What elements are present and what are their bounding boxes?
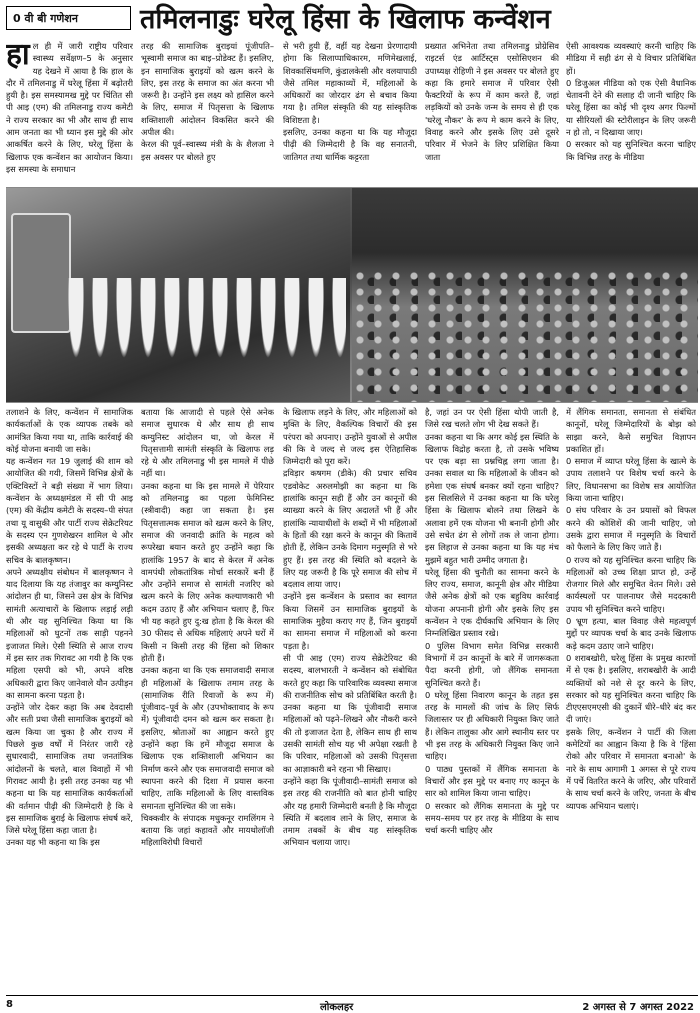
bottom-column-5: में लैंगिक समानता, समानता से संबंधित कानूनों, घरेलू जिम्मेदारियों के बोझ को साझा करने, कैसे समुचित विज्ञापन प्रकाशित हों। 0 समाज में व्याप्त घरेलू हिंसा के खात्मे के उपाय तलाशने पर विशेष चर्चा करने के लिए, विधानसभा का विशेष सत्र आयोजित किया जाना चाहिए। 0 संघ परिवार के उन प्रयासों को विफल करने की कोशिशें की जानी चाहिए, जो उसके द्वारा समाज में मनुस्मृति के विचारों को फैलाने के लिए किए जाते हैं। 0 राज्य को यह सुनिश्चित करना चाहिए कि महिलाओं को उच्च शिक्षा प्राप्त हो, उन्हें रोजगार मिले और समुचित वेतन मिले। उसे कार्यस्थलों पर पालनाघर जैसे मददकारी उपाय भी सुनिश्चित करने चाहिए। 0 भ्रूण हत्या, बाल विवाह जैसे महत्वपूर्ण मुद्दों पर व्यापक चर्चा के बाद उनके खिलाफ कड़े कदम उठाए जाने चाहिए। 0 शराबखोरी, घरेलू हिंसा के प्रमुख कारणों में से एक है। इसलिए, शराबखोरी के आदी व्यक्तियों को नशे से दूर करने के लिए, सरकार को यह सुनिश्चित करना चाहिए कि टीएएसएमएसी की दुकानें धीरे–धीरे बंद कर दी जाएं। इसके लिए, कन्वेंशन ने पार्टी की जिला कमेटियों का आह्वान किया है कि वे 'हिंसा रोको और परिवार में समानता बनाओ' के नारे के साथ आगामी 1 अगस्त से पूरे राज्य में पर्चे वितरित करने के जरिए, और परिवारों के साथ चर्चा करने के जरिए, जनता के बीच व्यापक अभियान चलाएं। <box>566 407 696 811</box>
newspaper-name: लोकलहर <box>320 1002 354 1013</box>
stage-photo <box>6 188 350 403</box>
top-column-3: से भरी हुयी हैं, वहीं यह देखना प्रेरणादायी होगा कि सिलाप्पाधिकारम, मणिमेखलाई, शिवकासिंथमणि, कुंडालकेसी और वलयापाठी जैसे तमिल महाकाव्यों में, महिलाओं के अधिकारों का जोरदार ढंग से बचाव किया गया है। तमिल संस्कृति की यह सांस्कृतिक विशिष्टता है। इसलिए, उनका कहना था कि यह मौजूदा पीढ़ी की जिम्मेदारी है कि वह सनातनी, जातिगत तथा धार्मिक कट्टरता <box>283 41 417 162</box>
audience-crowd <box>352 268 698 403</box>
byline: 0 वी बी गणेशन <box>6 6 131 30</box>
bottom-column-1: तलाशने के लिए, कन्वेंशन में सामाजिक कार्यकर्ताओं के एक व्यापक तबके को आमंत्रित किया गया था, ताकि कार्रवाई की कोई योजना बनायी जा सके। यह कन्वेंशन गत 19 जुलाई की शाम को आयोजित की गयी, जिसमें विभिन्न क्षेत्रों के एक्टिविस्टों ने बड़ी संख्या में भाग लिया। कन्वेंशन के अध्यक्षमंडल में सी पी आइ (एम) की केंद्रीय कमेटी के सदस्य–पी संपत तथा यू वासुकी और पार्टी राज्य सेक्रेटरियट के सदस्य एन गुणशेखरन शामिल थे और इसकी अध्यक्षता कर रहे थे पार्टी के राज्य सचिव के बालकृष्णन। अपने अध्यक्षीय संबोधन में बालकृष्णन ने याद दिलाया कि यह तंजावुर का कम्युनिस्ट आंदोलन ही था, जिसने उस क्षेत्र के विभिन्न सामंती अत्याचारों के खिलाफ लड़ाई लड़ी थी और यह सुनिश्चित किया था कि महिलाओं को घुटनों तक साड़ी पहनने इजाजत मिले। ऐसी स्थिति से आज राज्य में इस स्तर तक गिरावट आ गयी है कि एक महिला एसपी को भी, अपने वरिष्ठ अधिकारी द्वारा किए जानेवाले यौन उत्पीड़न का सामना करना पड़ता है। उन्होंने जोर देकर कहा कि अब देवदासी और सती प्रथा जैसी सामाजिक बुराइयों को खत्म किया जा चुका है और राज्य में पिछले कुछ वर्षों में निरंतर जारी रहे सुधारवादी, सामाजिक तथा जनतांत्रिक आंदोलनों के चलते, बाल विवाहों में भी गिरावट आयी है। इसी तरह उनका यह भी कहना था कि यह सामाजिक कार्यकर्ताओं की वर्तमान पीढ़ी की जिम्मेदारी है कि वे इस सामाजिक बुराई के खिलाफ संघर्ष करें, जिसे घरेलू हिंसा कहा जाता है। उनका यह भी कहना था कि इस <box>6 407 133 848</box>
stage-people <box>66 278 346 403</box>
bottom-column-3: के खिलाफ लड़ने के लिए, और महिलाओं को मुक्ति के लिए, वैकल्पिक विचारों की इस परंपरा को अपनाए। उन्होंने युवाओं से अपील की कि वे जल्द से जल्द इस ऐतिहासिक जिम्मेदारी को पूरा करें। द्रविड़ार कषगम (डीके) की प्रचार सचिव एडवोकेट अरुलमोझी का कहना था कि हालांकि कानून सही हैं और उन कानूनों की व्याख्या करने के लिए अदालतें भी हैं और हालांकि न्यायाधीशों के शब्दों में भी महिलाओं के हितों की रक्षा करने के कानून की कितावें होती हैं, लेकिन उनके दिमाग मनुस्मृति से भरे हुए हैं। इस तरह की स्थिति को बदलने के लिए यह जरूरी है कि पूरे समाज की सोच में बदलाव लाया जाए। उन्होंने इस कन्वेंशन के प्रस्ताव का स्वागत किया जिसमें उन सामाजिक बुराइयों के सामाजिक मुहैया कराए गए हैं, जिन बुराइयों का सामना समाज में महिलाओं को करना पड़ता है। सी पी आइ (एम) राज्य सेक्रेटेरियट की सदस्य, बालभारती ने कन्वेंशन को संबोधित करते हुए कहा कि पारिवारिक व्यवस्था समाज की राजनीतिक सोच को प्रतिबिंबित करती है। उनका कहना था कि पूंजीवादी समाज महिलाओं को पढ़ने–लिखने और नौकरी करने की तो इजाजत देता है, लेकिन साथ ही साथ उसकी सामंती सोच यह भी अपेक्षा रखती है कि परिवार, महिलाओं को उसकी पितृसत्ता का आज्ञाकारी बने रहना भी सिखाए। उन्होंने कहा कि पूंजीवादी–सामंती समाज को इस तरह की राजनीति को बात होनी चाहिए और यह हमारी जिम्मेदारी बनती है कि मौजूदा स्थिति में बदलाव लाने के लिए, समाज के तमाम तबकों के बीच यह सांस्कृतिक अभियान चलाया जाए। <box>283 407 417 848</box>
page-number: 8 <box>6 999 13 1010</box>
footer-rule <box>6 995 698 996</box>
stage-banner <box>11 213 71 333</box>
top-column-4: प्रख्यात अभिनेता तथा तमिलनाडु प्रोग्रेसिव राइटर्स एंड आर्टिस्ट्स एसोसिएशन की उपाध्यक्ष रोहिणी ने इस अवसर पर बोलते हुए कहा कि हमारे समाज में परिवार ऐसी फैक्टरियों के रूप में काम करते हैं, जहां लड़कियों को उनके जन्म के समय से ही एक 'घरेलू नौकर' के रूप मे काम करने के लिए, विवाह करने और इसके लिए उसे दूसरे परिवार में भेजने के लिए प्रशिक्षित किया जाता <box>425 41 559 162</box>
page-headline: तमिलनाडुः घरेलू हिंसा के खिलाफ कन्वेंशन <box>140 4 551 35</box>
bottom-column-2: बताया कि आजादी से पहले ऐसे अनेक समाज सुधारक थे और साथ ही साथ कम्युनिस्ट आंदोलन था, जो केरल में पितृसत्तामी सामंती संस्कृति के खिलाफ लड़ रहे थे और तमिलनाडु भी इस मामले में पीछे नहीं था। उनका कहना था कि इस मामले में पेरियार को तमिलनाडु का पहला फेमिनिस्ट (स्त्रीवादी) कहा जा सकता है। इस पितृसत्तात्मक समाज को खत्म करने के लिए, समाज की जनवादी क्रांति के महत्व को रूपरेखा बयान करते हुए उन्होंने कहा कि हालांकि 1957 के बाद से केरल में अनेक वामपंथी लोकतांत्रिक मोर्चा सरकारें बनी हैं और उन्होंने समाज से सामंती नजरिए को खत्म करने के लिए अनेक कल्याणकारी भी कदम उठाए हैं और अभियान चलाए हैं, फिर भी यह कहते हुए दु:ख होता है कि केरल की 30 फीसद से अधिक महिलाएं अपने घरों में किसी न किसी तरह की हिंसा को शिकार होती हैं। उनका कहना था कि एक समाजवादी समाज ही महिलाओं के खिलाफ तमाम तरह के (सामाजिक रीति रिवाजों के रूप में) पूंजीवाद–पूर्व के और (उपभोक्तावाद के रूप में) पूंजीवादी दमन को खत्म कर सकता है। इसलिए, श्रोताओं का आह्वान करते हुए उन्होंने कहा कि हमें मौजूदा समाज के खिलाफ एक शक्तिशाली अभियान का निर्माण करने और एक समाजवादी समाज को स्थापना करने की दिशा में प्रयास करना चाहिए, ताकि महिलाओं के लिए वास्तविक समानता सुनिश्चित की जा सके। चिक्कवीर के संपादक मधुकनूर रामलिंगम ने बताया कि जहां कहावतें और मायथोलॉजी महिलाविरोधी विचारों <box>141 407 274 848</box>
bottom-column-4: है, जहां उन पर ऐसी हिंसा थोपी जाती है, जिसे रख चलते लोग भी देख सकते हैं। उनका कहना था कि अगर कोई इस स्थिति के खिलाफ विद्रोह करता है, तो उसके भविष्य पर एक बड़ा सा प्रश्नचिह्न लगा जाता है। उनका सवाल था कि महिलाओं के जीवन को हमेशा एक संघर्ष बनकर क्यों रहना चाहिए? इस सिलसिले में उनका कहना था कि घरेलू हिंसा के खिलाफ बोलने तथा लिखने के अलावा हमें एक योजना भी बनानी होगी और उसे सचेत ढंग से लोगों तक ले जाना होगा। इस लिहाज से उनका कहना था कि यह मंच मुझमें बहुत भारी उम्मीद जगाता है। घरेलू हिंसा की चुनौती का सामना करने के लिए राज्य, समाज, कानूनी क्षेत्र और मीडिया जैसे अनेक क्षेत्रों को एक बहुविध कार्रवाई योजना अपनानी होगी और इसके लिए इस कन्वेंशन ने एक दीर्घकाधि अभियान के लिए निम्नलिखित प्रस्ताव रखे। 0 पुलिस विभाग समेत विभिन्न सरकारी विभागों में उन कानूनों के बारे में जागरूकता पैदा करनी होगी, जो लैंगिक समानता सुनिश्चित करते हैं। 0 घरेलू हिंसा निवारण कानून के तहत इस तरह के मामलों की जांच के लिए सिर्फ जिलास्तर पर ही अधिकारी नियुक्त किए जाते हैं। लेकिन तालुका और आगे स्थानीय स्तर पर भी इस तरह के अधिकारी नियुक्त किए जाने चाहिए। 0 पाठ्य पुस्तकों में लैंगिक समानता के विचारों और इस मुद्दे पर बनाए गए कानून के सार को शामिल किया जाना चाहिए। 0 सरकार को लैंगिक समानता के मुद्दे पर समय–समय पर हर तरह के मीडिया के साथ चर्चा करनी चाहिए और <box>425 407 559 836</box>
issue-date: 2 अगस्त से 7 अगस्त 2022 <box>582 1002 694 1013</box>
dropcap: हा <box>6 40 30 72</box>
convention-photo <box>6 187 698 403</box>
top-column-1 <box>6 40 133 186</box>
top-column-5: ऐसी आवश्यक व्यवस्थाएं करनी चाहिए कि मीडिया में सही ढंग से ये विचार प्रतिबिंबित हों। 0 डिजुअल मीडिया को एक ऐसी वैधानिक चेतावनी देने की सलाह दी जानी चाहिए कि घरेलू हिंसा का कोई भी दृश्य अगर फिल्मों या सीरियलों की स्टोरीलाइन के लिए जरूरी न हो तो, न दिखाया जाए। 0 सरकार को यह सुनिश्चित करना चाहिए कि विभिन्न तरह के मीडिया <box>566 41 696 162</box>
top-col1-text: ल ही में जारी राष्ट्रीय परिवार स्वास्थ्य सर्वेक्षण–5 के अनुसार यह देखने में आया है कि हाल के दौर में तमिलनाडु में घरेलू हिंसा में बढ़ोतरी हुयी है। इस समस्यामख मुद्दे पर चिंतित सी पी आइ (एम) की तमिलनाडु राज्य कमेटी ने राज्य सरकार का भी और साथ ही साथ आम जनता का भी ध्यान इस मुद्दे की ओर आकर्षित करने के लिए, घरेलू हिंसा के खिलाफ एक कन्वेंशन का आयोजन किया। इस समस्या के समाधान <box>6 41 133 174</box>
top-column-2: तरह की सामाजिक बुराइयां पूंजीपति–भूस्वामी समाज का बाइ–प्रोडेक्ट हैं। इसलिए, इन सामाजिक बुराइयों को खत्म करने के लिए, इस तरह के समाज का अंत करना भी जरूरी है। उन्होंने इस लक्ष्य को हासिल करने के लिए, समाज में पितृसत्ता के खिलाफ शक्तिशाली आंदोलन विकसित करने की अपील की। केरल की पूर्व–स्वास्थ्य मंत्री के के शैलजा ने इस अवसर पर बोलते हुए <box>141 41 274 162</box>
footer <box>0 997 700 1013</box>
